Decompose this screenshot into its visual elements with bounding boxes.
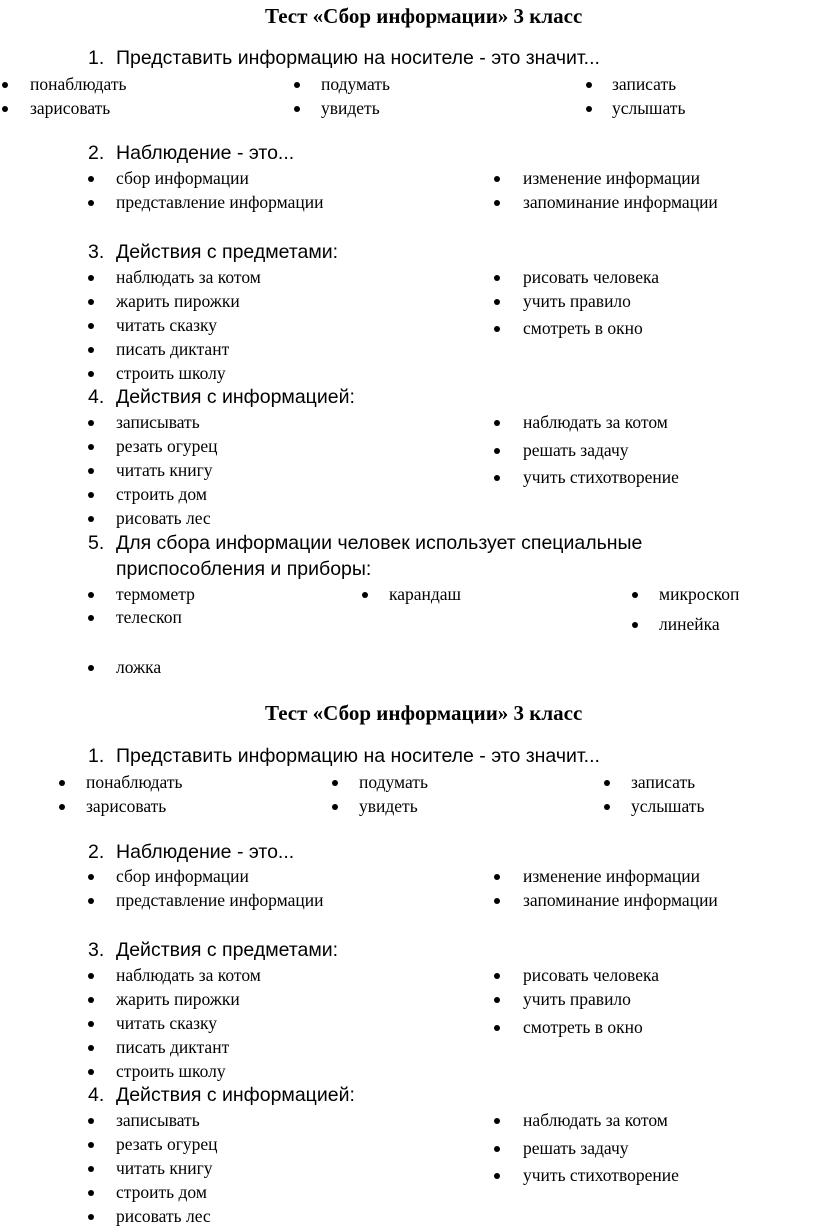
answer-option: запоминание информации <box>523 192 718 212</box>
answer-option: строить дом <box>116 484 207 504</box>
answer-option: подумать <box>359 772 428 792</box>
answer-option: жарить пирожки <box>116 989 240 1009</box>
bullet-icon <box>494 997 500 1003</box>
bullet-icon <box>88 516 94 522</box>
answer-option: решать задачу <box>523 440 629 460</box>
bullet-icon <box>494 1173 500 1179</box>
answer-option: карандаш <box>389 584 462 604</box>
bullet-icon <box>494 898 500 904</box>
answer-option: сбор информации <box>116 866 249 886</box>
answer-option: смотреть в окно <box>523 318 643 338</box>
bullet-icon <box>88 592 94 598</box>
answer-option: подумать <box>321 74 390 94</box>
bullet-icon <box>88 1142 94 1148</box>
answer-option: наблюдать за котом <box>116 965 261 985</box>
bullet-icon <box>59 780 65 786</box>
bullet-icon <box>294 106 300 112</box>
bullet-icon <box>494 275 500 281</box>
bullet-icon <box>59 804 65 810</box>
answer-option: линейка <box>659 614 720 634</box>
question-number: 4. <box>88 386 105 408</box>
answer-option: понаблюдать <box>30 74 127 94</box>
bullet-icon <box>2 106 8 112</box>
answer-option: строить школу <box>116 363 226 383</box>
question-text: Действия с информацией: <box>116 1084 355 1106</box>
bullet-icon <box>632 592 638 598</box>
answer-option: рисовать человека <box>523 267 659 287</box>
answer-option: телескоп <box>116 607 182 627</box>
bullet-icon <box>604 804 610 810</box>
answer-option: рисовать лес <box>116 508 211 528</box>
answer-option: строить дом <box>116 1182 207 1202</box>
answer-option: строить школу <box>116 1061 226 1081</box>
answer-option: наблюдать за котом <box>523 412 668 432</box>
bullet-icon <box>494 299 500 305</box>
answer-option: представление информации <box>116 890 324 910</box>
bullet-icon <box>586 82 592 88</box>
answer-option: записывать <box>116 1110 200 1130</box>
bullet-icon <box>88 275 94 281</box>
answer-option: изменение информации <box>523 866 700 886</box>
bullet-icon <box>88 299 94 305</box>
bullet-icon <box>494 448 500 454</box>
bullet-icon <box>494 176 500 182</box>
answer-option: писать диктант <box>116 339 230 359</box>
bullet-icon <box>362 592 368 598</box>
answer-option: записать <box>612 74 677 94</box>
bullet-icon <box>88 1190 94 1196</box>
answer-option: писать диктант <box>116 1037 230 1057</box>
bullet-icon <box>88 1021 94 1027</box>
bullet-icon <box>88 347 94 353</box>
answer-option: увидеть <box>321 98 380 118</box>
answer-option: жарить пирожки <box>116 291 240 311</box>
bullet-icon <box>88 997 94 1003</box>
bullet-icon <box>494 1118 500 1124</box>
answer-option: смотреть в окно <box>523 1017 643 1037</box>
answer-option: учить стихотворение <box>523 1165 679 1185</box>
question-text: приспособления и приборы: <box>116 558 372 580</box>
bullet-icon <box>586 106 592 112</box>
answer-option: сбор информации <box>116 168 249 188</box>
answer-option: резать огурец <box>116 436 218 456</box>
bullet-icon <box>494 874 500 880</box>
bullet-icon <box>88 492 94 498</box>
question-number: 5. <box>88 532 105 554</box>
answer-option: термометр <box>116 584 195 604</box>
bullet-icon <box>494 973 500 979</box>
answer-option: читать книгу <box>116 1158 213 1178</box>
answer-option: увидеть <box>359 796 418 816</box>
question-text: Представить информацию на носителе - это значит... <box>116 745 600 767</box>
bullet-icon <box>88 874 94 880</box>
bullet-icon <box>88 200 94 206</box>
test-title: Тест «Сбор информации» 3 класс <box>265 4 583 28</box>
test-title: Тест «Сбор информации» 3 класс <box>265 701 583 725</box>
bullet-icon <box>88 973 94 979</box>
answer-option: зарисовать <box>30 98 111 118</box>
bullet-icon <box>88 420 94 426</box>
bullet-icon <box>88 615 94 621</box>
answer-option: читать книгу <box>116 460 213 480</box>
bullet-icon <box>88 444 94 450</box>
answer-option: наблюдать за котом <box>116 267 261 287</box>
bullet-icon <box>494 1025 500 1031</box>
question-text: Наблюдение - это... <box>116 142 295 164</box>
bullet-icon <box>494 420 500 426</box>
bullet-icon <box>88 371 94 377</box>
answer-option: зарисовать <box>86 796 167 816</box>
bullet-icon <box>494 200 500 206</box>
answer-option: запоминание информации <box>523 890 718 910</box>
bullet-icon <box>88 665 94 671</box>
bullet-icon <box>88 1045 94 1051</box>
question-number: 4. <box>88 1084 105 1106</box>
bullet-icon <box>632 622 638 628</box>
question-text: Действия с предметами: <box>116 939 339 961</box>
answer-option: резать огурец <box>116 1134 218 1154</box>
question-number: 3. <box>88 241 105 263</box>
question-number: 1. <box>88 47 105 69</box>
question-number: 1. <box>88 745 105 767</box>
question-number: 2. <box>88 841 105 863</box>
bullet-icon <box>604 780 610 786</box>
answer-option: записать <box>631 772 696 792</box>
answer-option: записывать <box>116 412 200 432</box>
bullet-icon <box>88 1118 94 1124</box>
answer-option: изменение информации <box>523 168 700 188</box>
answer-option: учить правило <box>523 989 631 1009</box>
bullet-icon <box>88 468 94 474</box>
bullet-icon <box>494 326 500 332</box>
question-number: 3. <box>88 939 105 961</box>
answer-option: наблюдать за котом <box>523 1110 668 1130</box>
answer-option: рисовать человека <box>523 965 659 985</box>
answer-option: рисовать лес <box>116 1206 211 1226</box>
answer-option: учить правило <box>523 291 631 311</box>
answer-option: услышать <box>631 796 705 816</box>
question-text: Наблюдение - это... <box>116 841 295 863</box>
answer-option: представление информации <box>116 192 324 212</box>
answer-option: учить стихотворение <box>523 467 679 487</box>
answer-option: решать задачу <box>523 1138 629 1158</box>
answer-option: читать сказку <box>116 1013 218 1033</box>
question-text: Представить информацию на носителе - это значит... <box>116 47 600 69</box>
bullet-icon <box>88 1069 94 1075</box>
bullet-icon <box>88 898 94 904</box>
answer-option: читать сказку <box>116 315 218 335</box>
bullet-icon <box>2 82 8 88</box>
answer-option: понаблюдать <box>86 772 183 792</box>
bullet-icon <box>88 323 94 329</box>
bullet-icon <box>494 1146 500 1152</box>
bullet-icon <box>494 475 500 481</box>
question-text: Действия с информацией: <box>116 386 355 408</box>
bullet-icon <box>332 780 338 786</box>
bullet-icon <box>88 1166 94 1172</box>
answer-option: микроскоп <box>659 584 740 604</box>
answer-option: услышать <box>612 98 686 118</box>
answer-option: ложка <box>116 657 162 677</box>
bullet-icon <box>88 1214 94 1220</box>
bullet-icon <box>294 82 300 88</box>
bullet-icon <box>88 176 94 182</box>
question-text: Для сбора информации человек использует специальные <box>116 532 643 554</box>
question-text: Действия с предметами: <box>116 241 339 263</box>
bullet-icon <box>332 804 338 810</box>
question-number: 2. <box>88 142 105 164</box>
